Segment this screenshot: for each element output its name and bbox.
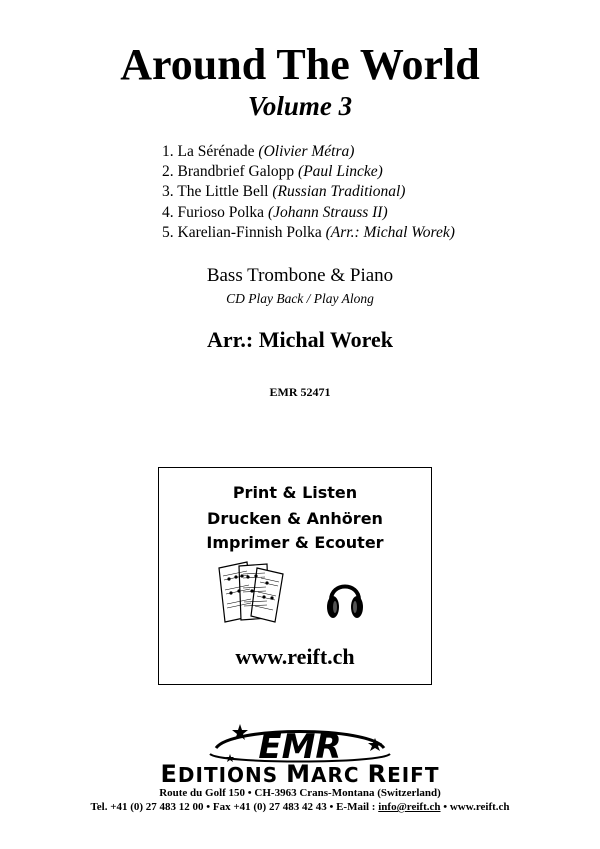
sheet-music-icon xyxy=(217,560,287,624)
promo-line-german: Drucken & Anhören xyxy=(207,509,383,528)
contact-website: • www.reift.ch xyxy=(440,801,510,813)
track-number: 1. xyxy=(162,143,174,160)
track-item xyxy=(162,162,455,182)
publisher-brand xyxy=(0,762,600,787)
brand-word-eift: EIFT xyxy=(387,763,440,787)
contact-phone-fax: Tel. +41 (0) 27 483 12 00 • Fax +41 (0) 27 483 42 43 • E-Mail : xyxy=(90,801,379,813)
page-title: Around The World xyxy=(120,40,480,89)
track-item xyxy=(162,182,455,202)
track-name: La Sérénade xyxy=(177,143,255,160)
arranger: Arr.: Michal Worek xyxy=(207,327,393,352)
track-number: 4. xyxy=(162,203,174,221)
emr-logo-text: EMR xyxy=(258,727,342,767)
track-number: 2. xyxy=(162,163,174,181)
track-number: 3. xyxy=(162,183,174,201)
brand-initial-e: E xyxy=(160,760,178,788)
track-item xyxy=(162,223,455,243)
brand-word-ditions: DITIONS xyxy=(177,763,279,787)
promo-line-french: Imprimer & Ecouter xyxy=(206,533,384,552)
brand-word-arc: ARC xyxy=(311,763,360,787)
track-item xyxy=(162,142,455,162)
track-number: 5. xyxy=(162,223,174,241)
track-composer: (Johann Strauss II) xyxy=(267,203,388,221)
instrumentation: Bass Trombone & Piano xyxy=(206,265,394,286)
track-name: Brandbrief Galopp xyxy=(177,163,295,181)
track-composer: (Arr.: Michal Worek) xyxy=(325,223,455,241)
brand-initial-m: M xyxy=(286,760,312,788)
instrumentation-subtitle: CD Play Back / Play Along xyxy=(226,291,374,306)
email-link[interactable]: info@reift.ch xyxy=(378,801,441,813)
track-name: The Little Bell xyxy=(177,183,269,201)
track-name: Karelian-Finnish Polka xyxy=(177,223,322,241)
volume-subtitle: Volume 3 xyxy=(247,91,353,121)
publisher-contact xyxy=(0,800,600,814)
headphones-icon xyxy=(325,572,365,622)
track-composer: (Olivier Métra) xyxy=(258,143,355,160)
catalog-number: EMR 52471 xyxy=(269,385,331,399)
brand-initial-r: R xyxy=(367,760,388,788)
track-list xyxy=(162,142,455,243)
publisher-address: Route du Golf 150 • CH-3963 Crans-Montana (Switzerland) xyxy=(159,787,441,799)
print-listen-box xyxy=(158,467,432,685)
track-item xyxy=(162,203,455,223)
track-name: Furioso Polka xyxy=(177,203,265,221)
promo-line-english: Print & Listen xyxy=(232,483,358,502)
track-composer: (Paul Lincke) xyxy=(298,163,383,181)
track-composer: (Russian Traditional) xyxy=(272,183,406,201)
website-url: www.reift.ch xyxy=(235,644,355,669)
